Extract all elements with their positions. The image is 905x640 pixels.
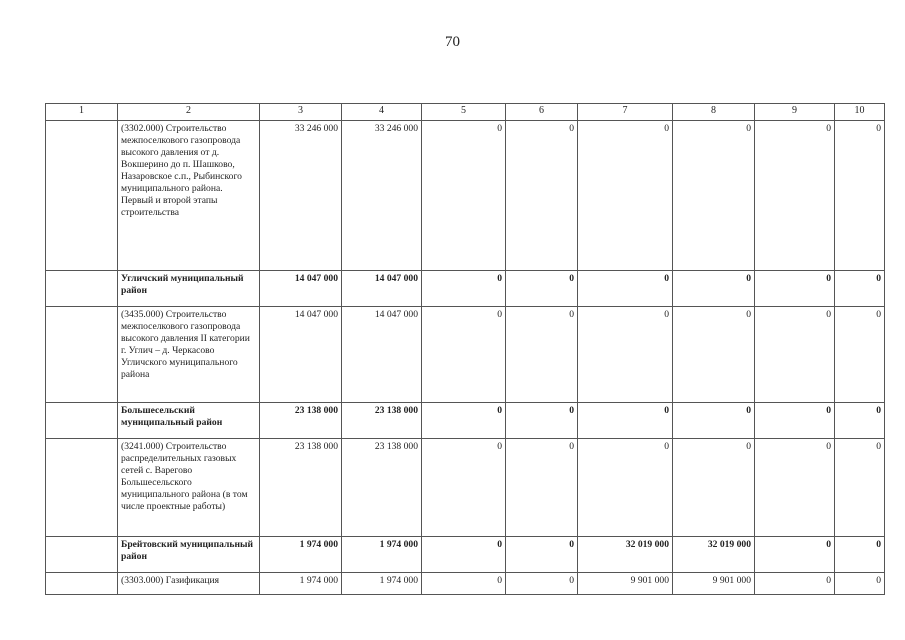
table-cell: 0	[578, 403, 673, 439]
table-cell: 0	[422, 439, 506, 537]
table-cell: 0	[835, 307, 885, 403]
page-number: 70	[445, 34, 460, 50]
table-cell	[46, 121, 118, 271]
table-cell: 0	[673, 121, 755, 271]
table-cell: 1 974 000	[260, 537, 342, 573]
table-row	[46, 573, 885, 595]
table-cell: 0	[506, 307, 578, 403]
table-cell: 0	[835, 403, 885, 439]
header-cell: 5	[422, 104, 506, 121]
header-cell: 8	[673, 104, 755, 121]
table-cell	[46, 307, 118, 403]
table-cell: 0	[755, 121, 835, 271]
table-cell: 14 047 000	[260, 271, 342, 307]
object-name-cell: (3435.000) Строительство межпоселкового газопровода высокого давления II категории г. Углич – д. Черкасово Угличского муниципального района	[118, 307, 260, 403]
table-cell: 23 138 000	[342, 403, 422, 439]
district-row	[46, 403, 885, 439]
table-cell	[46, 271, 118, 307]
table-cell: 0	[673, 403, 755, 439]
table-cell: 0	[755, 573, 835, 595]
district-row	[46, 537, 885, 573]
table-cell: 0	[506, 537, 578, 573]
header-cell: 3	[260, 104, 342, 121]
table-cell: 0	[755, 537, 835, 573]
table-cell: 0	[835, 573, 885, 595]
table-cell: 0	[835, 271, 885, 307]
table-cell: 14 047 000	[260, 307, 342, 403]
object-name-cell: (3241.000) Строительство распределительных газовых сетей с. Варегово Большесельского муниципального района (в том числе проектные работы)	[118, 439, 260, 537]
table-cell: 33 246 000	[260, 121, 342, 271]
table-cell: 33 246 000	[342, 121, 422, 271]
table-cell: 0	[673, 439, 755, 537]
table-cell: 32 019 000	[578, 537, 673, 573]
budget-table	[45, 103, 885, 595]
table-cell: 0	[578, 121, 673, 271]
table-cell: 0	[673, 307, 755, 403]
table-cell: 32 019 000	[673, 537, 755, 573]
table-cell: 0	[578, 439, 673, 537]
table-cell: 9 901 000	[673, 573, 755, 595]
table-cell: 0	[835, 121, 885, 271]
table-cell: 0	[506, 573, 578, 595]
header-cell: 2	[118, 104, 260, 121]
district-name-cell: Большесельский муниципальный район	[118, 403, 260, 439]
table-cell: 0	[673, 271, 755, 307]
table-cell: 0	[755, 307, 835, 403]
header-cell: 7	[578, 104, 673, 121]
header-cell: 4	[342, 104, 422, 121]
header-cell: 1	[46, 104, 118, 121]
table-cell: 0	[755, 403, 835, 439]
table-cell: 0	[506, 121, 578, 271]
table-row	[46, 307, 885, 403]
object-name-cell: (3303.000) Газификация	[118, 573, 260, 595]
table-cell: 0	[422, 573, 506, 595]
table-cell: 14 047 000	[342, 307, 422, 403]
table-cell: 1 974 000	[342, 573, 422, 595]
table-cell: 1 974 000	[260, 573, 342, 595]
table-cell: 0	[506, 271, 578, 307]
table-cell: 9 901 000	[578, 573, 673, 595]
table-cell: 0	[506, 403, 578, 439]
table-cell: 1 974 000	[342, 537, 422, 573]
header-cell: 6	[506, 104, 578, 121]
table-row	[46, 121, 885, 271]
object-name-cell: (3302.000) Строительство межпоселкового газопровода высокого давления от д. Вокшерино до п. Шашково, Назаровское с.п., Рыбинского муниципального района. Первый и второй этапы строительства	[118, 121, 260, 271]
table-cell: 23 138 000	[260, 439, 342, 537]
table-cell: 0	[755, 439, 835, 537]
table-cell: 0	[755, 271, 835, 307]
table-cell: 0	[422, 271, 506, 307]
header-cell: 9	[755, 104, 835, 121]
table-cell: 0	[578, 307, 673, 403]
district-row	[46, 271, 885, 307]
table-cell: 0	[422, 403, 506, 439]
table-row	[46, 439, 885, 537]
table-header-row	[46, 104, 885, 121]
table-cell: 0	[835, 537, 885, 573]
table-cell: 23 138 000	[260, 403, 342, 439]
district-name-cell: Угличский муниципальный район	[118, 271, 260, 307]
district-name-cell: Брейтовский муниципальный район	[118, 537, 260, 573]
table-cell	[46, 573, 118, 595]
table-cell: 14 047 000	[342, 271, 422, 307]
header-cell: 10	[835, 104, 885, 121]
table-cell	[46, 537, 118, 573]
table-cell: 0	[422, 537, 506, 573]
table-cell: 0	[835, 439, 885, 537]
table-cell: 0	[506, 439, 578, 537]
table-cell: 0	[422, 121, 506, 271]
table-cell: 23 138 000	[342, 439, 422, 537]
table-cell: 0	[578, 271, 673, 307]
table-cell: 0	[422, 307, 506, 403]
table-cell	[46, 439, 118, 537]
table-cell	[46, 403, 118, 439]
